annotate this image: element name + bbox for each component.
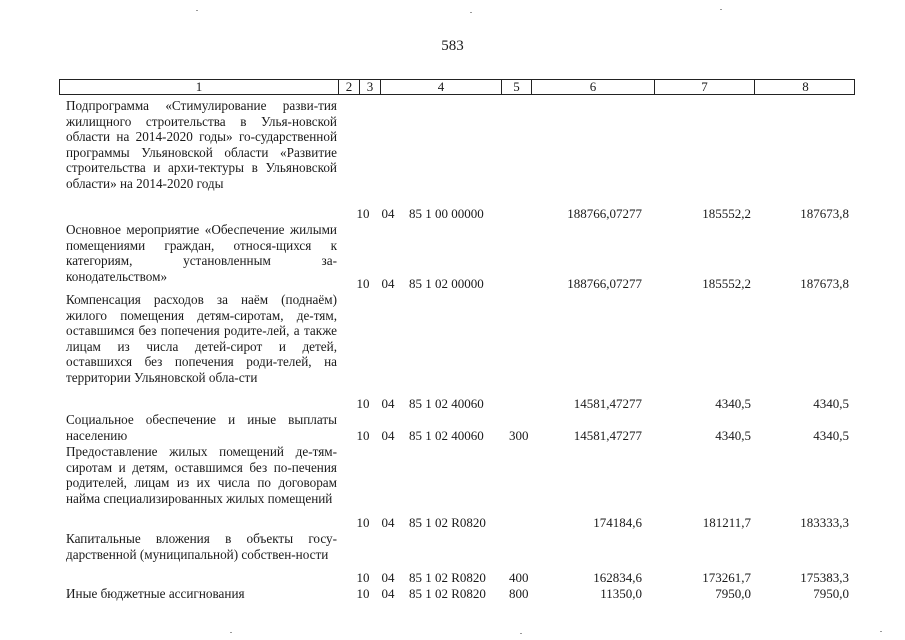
header-col-8: 8 xyxy=(754,80,856,94)
scan-speck xyxy=(196,10,198,11)
row-name: Компенсация расходов за наём (поднаём) жилого помещения детям-сиротам, де-тям, оставшимся без попечения родите-лей, а также лицам из числа детей-сирот и детей, оставшихся без попечения роди-телей, на территории Ульяновской обла-сти xyxy=(66,292,337,385)
cell-section: 10 xyxy=(356,570,370,585)
cell-expense-type: 300 xyxy=(509,428,529,443)
cell-sum-col6: 174184,6 xyxy=(593,515,642,530)
cell-sum-col8: 4340,5 xyxy=(813,396,849,411)
header-col-4: 4 xyxy=(380,80,501,94)
cell-sum-col6: 11350,0 xyxy=(600,586,642,601)
scan-speck xyxy=(470,12,472,13)
header-col-7: 7 xyxy=(654,80,754,94)
cell-subsection: 04 xyxy=(381,396,395,411)
cell-subsection: 04 xyxy=(381,276,395,291)
row-name: Основное мероприятие «Обеспечение жилыми помещениями граждан, относя-щихся к категориям, установленным за-конодательством» xyxy=(66,222,337,284)
cell-sum-col8: 187673,8 xyxy=(800,206,849,221)
row-values xyxy=(0,428,905,444)
table-row xyxy=(0,586,905,602)
cell-target: 85 1 02 R0820 xyxy=(409,570,486,585)
cell-subsection: 04 xyxy=(381,515,395,530)
header-col-2: 2 xyxy=(338,80,359,94)
cell-sum-col8: 183333,3 xyxy=(800,515,849,530)
table-row xyxy=(0,412,905,444)
cell-subsection: 04 xyxy=(381,206,395,221)
cell-section: 10 xyxy=(356,396,370,411)
cell-section: 10 xyxy=(356,206,370,221)
cell-sum-col8: 175383,3 xyxy=(800,570,849,585)
cell-sum-col8: 4340,5 xyxy=(813,428,849,443)
cell-sum-col6: 188766,07277 xyxy=(567,276,642,291)
cell-target: 85 1 00 00000 xyxy=(409,206,484,221)
table-body xyxy=(0,98,905,602)
row-name: Иные бюджетные ассигнования xyxy=(66,586,245,601)
cell-section: 10 xyxy=(356,276,370,291)
cell-expense-type: 400 xyxy=(509,570,529,585)
cell-subsection: 04 xyxy=(381,570,395,585)
cell-target: 85 1 02 R0820 xyxy=(409,515,486,530)
row-values xyxy=(0,570,905,586)
cell-expense-type: 800 xyxy=(509,586,529,601)
row-values xyxy=(0,276,905,292)
table-row xyxy=(0,444,905,531)
cell-target: 85 1 02 R0820 xyxy=(409,586,486,601)
cell-sum-col7: 7950,0 xyxy=(715,586,751,601)
cell-sum-col6: 188766,07277 xyxy=(567,206,642,221)
row-name: Предоставление жилых помещений де-тям-сиротам и детям, оставшимся без по-печения родителей, лицам из их числа по договорам найма специализированных жилых помещений xyxy=(66,444,337,506)
row-values xyxy=(0,515,905,531)
row-values xyxy=(0,396,905,412)
header-col-5: 5 xyxy=(501,80,531,94)
cell-sum-col6: 162834,6 xyxy=(593,570,642,585)
cell-target: 85 1 02 40060 xyxy=(409,428,484,443)
header-col-1: 1 xyxy=(195,79,203,94)
scan-speck xyxy=(720,9,722,10)
cell-sum-col7: 4340,5 xyxy=(715,428,751,443)
row-values xyxy=(0,586,905,602)
table-header-row xyxy=(59,79,855,95)
cell-target: 85 1 02 00000 xyxy=(409,276,484,291)
scan-speck xyxy=(230,632,232,633)
row-values xyxy=(0,206,905,222)
cell-section: 10 xyxy=(356,586,370,601)
cell-section: 10 xyxy=(356,428,370,443)
cell-subsection: 04 xyxy=(381,586,395,601)
row-name: Капитальные вложения в объекты госу-дарственной (муниципальной) собствен-ности xyxy=(66,531,337,562)
cell-sum-col7: 181211,7 xyxy=(702,515,751,530)
cell-sum-col6: 14581,47277 xyxy=(573,396,642,411)
cell-target: 85 1 02 40060 xyxy=(409,396,484,411)
cell-sum-col8: 187673,8 xyxy=(800,276,849,291)
table-row xyxy=(0,98,905,222)
header-col-3: 3 xyxy=(359,80,380,94)
table-row xyxy=(0,531,905,586)
cell-sum-col7: 185552,2 xyxy=(702,276,751,291)
header-col-6: 6 xyxy=(531,80,654,94)
cell-sum-col7: 4340,5 xyxy=(715,396,751,411)
cell-sum-col8: 7950,0 xyxy=(813,586,849,601)
row-name: Социальное обеспечение и иные выплаты населению xyxy=(66,412,337,443)
row-name: Подпрограмма «Стимулирование разви-тия жилищного строительства в Улья-новской области на 2014-2020 годы» го-сударственной программы Ульяновской области «Развитие строительства и архи-тектуры в Ульяновской области» на 2014-2020 годы xyxy=(66,98,337,191)
cell-sum-col7: 173261,7 xyxy=(702,570,751,585)
page-number: 583 xyxy=(441,38,464,54)
cell-section: 10 xyxy=(356,515,370,530)
cell-subsection: 04 xyxy=(381,428,395,443)
cell-sum-col6: 14581,47277 xyxy=(573,428,642,443)
scan-speck xyxy=(880,631,882,632)
table-row xyxy=(0,292,905,412)
scan-speck xyxy=(520,633,522,634)
table-row xyxy=(0,222,905,292)
cell-sum-col7: 185552,2 xyxy=(702,206,751,221)
